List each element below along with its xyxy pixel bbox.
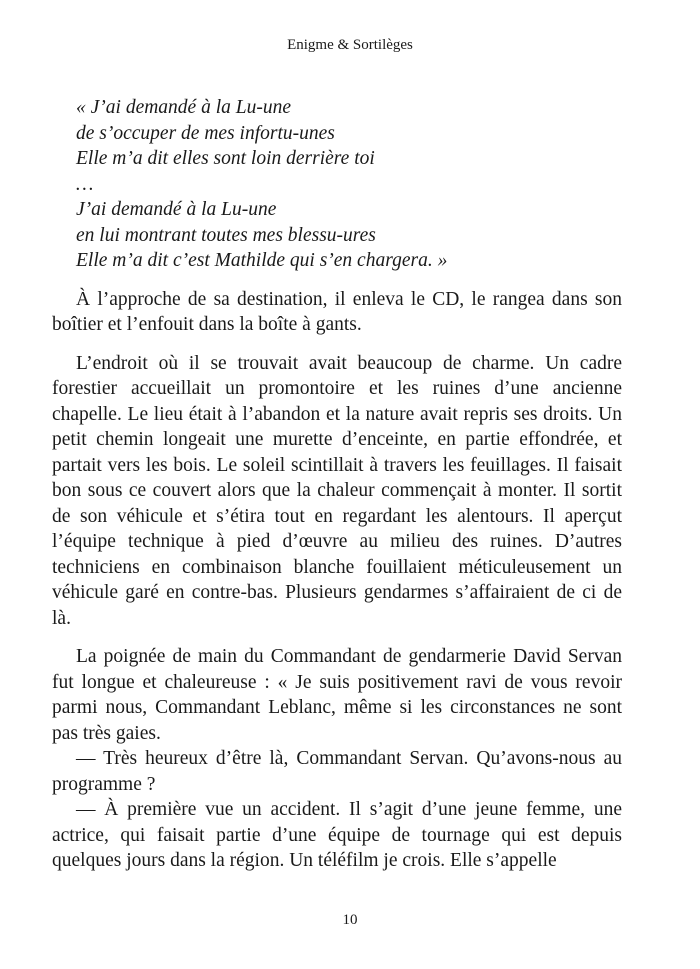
dialogue-line-leblanc: — Très heureux d’être là, Commandant Servan. Qu’avons-nous au programme ? [52,748,622,795]
dialogue-line-servan: — À première vue un accident. Il s’agit d’une jeune femme, une actrice, qui faisait partie d’une équipe de tournage qui est depuis quelques jours dans la région. Un téléfilm je crois. Elle s’appelle [52,799,622,871]
paragraph-handshake: La poignée de main du Commandant de gendarmerie David Servan fut longue et chaleureuse : « Je suis positivement ravi de vous revoir parmi nous, Commandant Leblanc, même si les circonstances ne sont pas très gaies. [52,646,622,744]
lyric-line: en lui montrant toutes mes blessu-ures [76,224,376,246]
lyric-line: « J’ai demandé à la Lu-une [76,97,291,118]
lyric-line: de s’occuper de mes infortu-unes [76,122,335,144]
lyric-line: Elle m’a dit c’est Mathilde qui s’en chargera. » [76,250,448,271]
song-lyrics-quote [76,95,622,274]
paragraph-scene-description: L’endroit où il se trouvait avait beaucoup de charme. Un cadre forestier accueillait un promontoire et les ruines d’une ancienne chapelle. Le lieu était à l’abandon et la nature avait repris ses droits. Un petit chemin longeait une murette d’enceinte, en partie effondrée, et partait vers les bois. Le soleil scintillait à travers les feuillages. Il faisait bon sous ce couvert alors que la chaleur commençait à monter. Il sortit de son véhicule et s’étira tout en regardant les alentours. Il aperçut l’équipe technique à pied d’œuvre au milieu des ruines. D’autres techniciens en combinaison blanche fouillaient méticuleusement un véhicule garé en contre-bas. Plusieurs gendarmes s’affairaient de ci de là. [52,352,622,629]
lyric-line: Elle m’a dit elles sont loin derrière toi [76,148,375,169]
lyric-line: J’ai demandé à la Lu-une [76,199,277,220]
paragraph-arrival: À l’approche de sa destination, il enleva le CD, le rangea dans son boîtier et l’enfouit dans la boîte à gants. [52,288,622,335]
lyric-line: … [76,173,94,195]
page-body [52,95,622,874]
running-header: Enigme & Sortilèges [287,37,413,53]
page-number: 10 [342,912,358,928]
